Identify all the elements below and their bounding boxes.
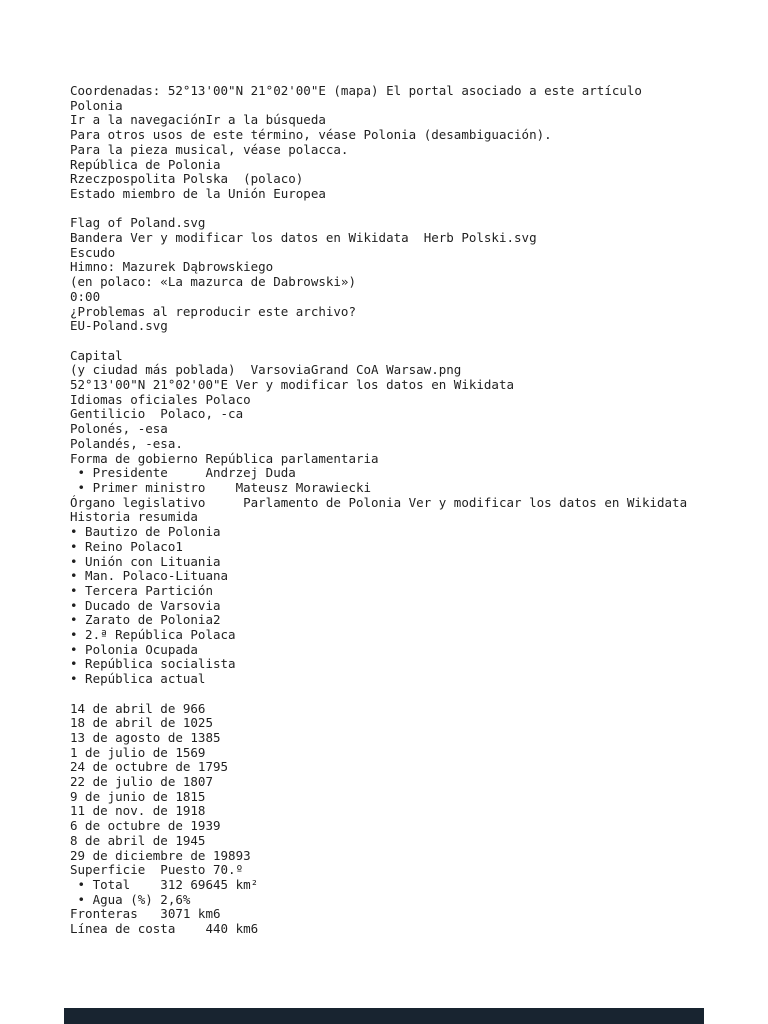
text-line: Ir a la navegaciónIr a la búsqueda [70,112,326,128]
text-line: 29 de diciembre de 19893 [70,847,251,863]
text-line: Polonia [70,97,123,113]
text-line: • República socialista [70,656,236,672]
text-line: • República actual [70,671,206,687]
text-line: Rzeczpospolita Polska (polaco) [70,171,304,187]
text-line: Para la pieza musical, véase polacca. [70,141,349,157]
text-line: • Man. Polaco-Lituana [70,568,229,584]
text-line: Escudo [70,244,116,260]
text-line [70,687,687,702]
text-line: • Presidente Andrzej Duda [70,465,296,481]
text-line: • Reino Polaco1 [70,538,183,554]
text-line: • Ducado de Varsovia [70,597,221,613]
text-line: Para otros usos de este término, véase Polonia (desambiguación). [70,127,552,143]
text-line [70,334,687,349]
text-line: 8 de abril de 1945 [70,832,206,848]
text-line: Forma de gobierno República parlamentaria [70,450,379,466]
text-line [70,202,687,217]
text-line: Fronteras 3071 km6 [70,906,221,922]
text-line: Estado miembro de la Unión Europea [70,185,326,201]
document-text-block [70,84,687,937]
text-line: Historia resumida [70,509,198,525]
text-line: 24 de octubre de 1795 [70,759,229,775]
text-line: 0:00 [70,288,101,304]
text-line: República de Polonia [70,156,221,172]
text-line: • Zarato de Polonia2 [70,612,221,628]
text-line: • Agua (%) 2,6% [70,891,191,907]
text-line: Polandés, -esa. [70,435,183,451]
text-line: Gentilicio Polaco, -ca [70,406,244,422]
text-line: (y ciudad más poblada) VarsoviaGrand CoA Warsaw.png [70,362,462,378]
text-line: • 2.ª República Polaca [70,627,236,643]
text-line: 18 de abril de 1025 [70,715,213,731]
text-line: Capital [70,347,123,363]
text-line: Órgano legislativo Parlamento de Polonia Ver y modificar los datos en Wikidata [70,494,688,510]
text-line: EU-Poland.svg [70,318,168,334]
text-line: Superficie Puesto 70.º [70,862,244,878]
text-line: Himno: Mazurek Dąbrowskiego [70,259,274,275]
text-line: 22 de julio de 1807 [70,774,213,790]
text-line: Coordenadas: 52°13'00"N 21°02'00"E (mapa) El portal asociado a este artículo [70,83,642,98]
text-line: Polonés, -esa [70,421,168,437]
text-line: • Bautizo de Polonia [70,524,221,540]
text-line: • Unión con Lituania [70,553,221,569]
text-line: (en polaco: «La mazurca de Dabrowski») [70,274,356,290]
document-page [64,0,704,1008]
next-page-strip [64,1008,704,1024]
text-line: 11 de nov. de 1918 [70,803,206,819]
text-line: 1 de julio de 1569 [70,744,206,760]
text-line: • Tercera Partición [70,582,213,598]
text-line: Idiomas oficiales Polaco [70,391,251,407]
text-line: 13 de agosto de 1385 [70,729,221,745]
text-line: • Primer ministro Mateusz Morawiecki [70,479,372,495]
text-line: 9 de junio de 1815 [70,788,206,804]
text-line: Línea de costa 440 km6 [70,921,259,937]
text-line: 52°13'00"N 21°02'00"E Ver y modificar los datos en Wikidata [70,377,515,393]
text-line: Flag of Poland.svg [70,215,206,231]
text-line: 14 de abril de 966 [70,700,206,716]
text-line: 6 de octubre de 1939 [70,818,221,834]
text-line: • Total 312 69645 km² [70,876,259,892]
text-line: • Polonia Ocupada [70,641,198,657]
text-line: ¿Problemas al reproducir este archivo? [70,303,356,319]
text-line: Bandera Ver y modificar los datos en Wikidata Herb Polski.svg [70,230,537,246]
